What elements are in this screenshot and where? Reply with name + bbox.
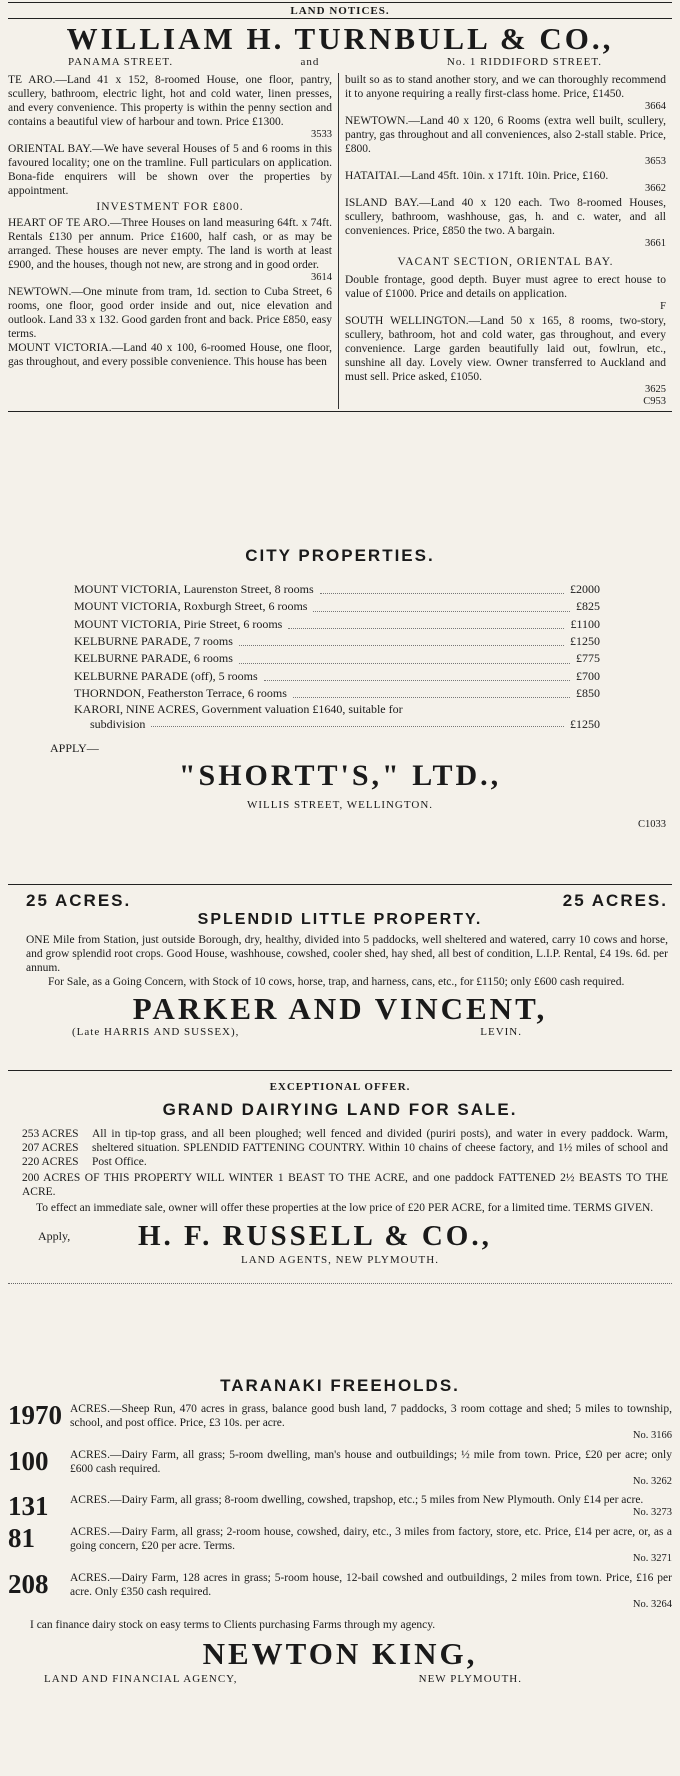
listing-oriental-bay: ORIENTAL BAY.—We have several Houses of 5 and 6 rooms in this favoured locality; one on the tramline. Full particulars on application. Bona-fide enquirers will be shown over the properties by appointment. bbox=[8, 143, 332, 198]
property-price: £775 bbox=[576, 651, 600, 666]
farm-description: ACRES.—Dairy Farm, all grass; 5-room dwelling, man's house and outbuildings; ½ mile from town. Price, £20 per acre; only £600 cash required. bbox=[70, 1448, 672, 1475]
address-right: No. 1 RIDDIFORD STREET. bbox=[446, 55, 602, 68]
leader-dots bbox=[288, 616, 564, 629]
karori-text: KARORI, NINE ACRES, Government valuation £1640, suitable for bbox=[74, 702, 403, 717]
turnbull-address bbox=[8, 56, 672, 69]
section-rule bbox=[8, 1070, 672, 1071]
farm-listing bbox=[8, 1493, 672, 1520]
karori-subdivision: subdivision bbox=[90, 716, 146, 731]
newspaper-page bbox=[8, 0, 672, 1776]
russell-advert bbox=[8, 1070, 672, 1284]
section-rule bbox=[8, 1283, 672, 1284]
parker-firm-name: PARKER AND VINCENT, bbox=[132, 991, 548, 1027]
agency-label: LAND AND FINANCIAL AGENCY, bbox=[44, 1672, 238, 1685]
farm-listing bbox=[8, 1399, 672, 1443]
farm-listing bbox=[8, 1525, 672, 1566]
property-name: KELBURNE PARADE, 7 rooms bbox=[74, 633, 233, 648]
turnbull-firm-name: WILLIAM H. TURNBULL & CO., bbox=[66, 21, 614, 57]
property-price: £825 bbox=[576, 599, 600, 614]
farm-ref: No. 3273 bbox=[632, 1507, 672, 1519]
listing-ref: 3661 bbox=[645, 237, 666, 249]
farm-ref: No. 3262 bbox=[632, 1475, 672, 1487]
farm-listing bbox=[8, 1571, 672, 1612]
address-and: and bbox=[300, 55, 320, 68]
farm-ref: No. 3166 bbox=[632, 1429, 672, 1441]
parker-body-2: For Sale, as a Going Concern, with Stock of 10 cows, horse, trap, and harness, cans, etc., for £1150; only £600 cash required. bbox=[48, 976, 625, 989]
russell-firm-row bbox=[8, 1221, 672, 1251]
leader-dots bbox=[313, 598, 570, 611]
farm-description: ACRES.—Sheep Run, 470 acres in grass, balance good bush land, 7 paddocks, 3 room cottage and shed; 5 miles to township, school, and post office. Price, £3 10s. per acre. bbox=[70, 1402, 672, 1429]
listing-mount-victoria: MOUNT VICTORIA.—Land 40 x 100, 6-roomed House, one floor, gas throughout, and every possible convenience. This house has been bbox=[8, 342, 332, 369]
listing-newtown-2: NEWTOWN.—Land 40 x 120, 6 Rooms (extra well built, scullery, pantry, gas throughout and all conveniences, also 2-stall stable. Price, £800. bbox=[345, 115, 666, 156]
parker-late: (Late HARRIS AND SUSSEX), bbox=[72, 1025, 240, 1038]
parker-body: ONE Mile from Station, just outside Borough, dry, healthy, divided into 5 paddocks, well sheltered and watered, carry 10 cows and horse, and grow splendid root crops. Good House, washhouse, cowshed, cooler shed, hay shed, all best of condition, L.I.P. Rental, £4 19s. 6d. per annum. bbox=[26, 934, 668, 975]
newton-king-firm-name: NEWTON KING, bbox=[202, 1636, 478, 1672]
grand-dairying-title: GRAND DAIRYING LAND FOR SALE. bbox=[162, 1100, 518, 1120]
leader-dots bbox=[239, 633, 564, 646]
shortts-address: WILLIS STREET, WELLINGTON. bbox=[246, 799, 434, 812]
property-price: £700 bbox=[576, 668, 600, 683]
russell-address: LAND AGENTS, NEW PLYMOUTH. bbox=[241, 1253, 439, 1266]
farm-acreage: 100 bbox=[8, 1445, 49, 1476]
newton-king-address bbox=[8, 1673, 672, 1686]
acreage-1: 253 ACRES bbox=[22, 1128, 79, 1141]
farm-acreage: 131 bbox=[8, 1491, 49, 1522]
investment-heading: INVESTMENT FOR £800. bbox=[96, 201, 244, 214]
leader-dots bbox=[264, 668, 570, 681]
top-rule bbox=[8, 2, 672, 3]
property-name: THORNDON, Featherston Terrace, 6 rooms bbox=[74, 686, 287, 701]
property-price: £1250 bbox=[570, 633, 600, 648]
listing-ref: 3614 bbox=[311, 272, 332, 284]
farm-description: ACRES.—Dairy Farm, 128 acres in grass; 5-room house, 12-bail cowshed and outbuildings, 2 miles from town. Price, £16 per acre. Only £350 cash required. bbox=[70, 1572, 672, 1599]
listing-continued: built so as to stand another story, and we can thoroughly recommend it to anyone requiring a really first-class home. Price, £1450. bbox=[345, 74, 666, 101]
sale-terms: To effect an immediate sale, owner will offer these properties at the low price of £20 PER ACRE, for a limited time. TERMS GIVEN. bbox=[36, 1202, 654, 1215]
acreage-description: All in tip-top grass, and all been ploughed; well fenced and divided (puriri posts), and water in every paddock. Warm, sheltered situation. SPLENDID FATTENING COUNTRY. Within 10 chains of cheese factory, and 1½ miles of school and Post Office. bbox=[92, 1128, 668, 1169]
farm-ref: No. 3264 bbox=[632, 1599, 672, 1611]
advert-code: C1033 bbox=[637, 818, 666, 830]
leader-dots bbox=[151, 717, 564, 727]
property-name: KELBURNE PARADE (off), 5 rooms bbox=[74, 668, 258, 683]
leader-dots bbox=[293, 685, 570, 698]
header-rule bbox=[8, 18, 672, 19]
property-row bbox=[8, 598, 672, 615]
turnbull-left-column bbox=[8, 73, 338, 409]
listing-ref: 3664 bbox=[645, 101, 666, 113]
listing-ref: 3653 bbox=[645, 156, 666, 168]
farm-acreage: 81 bbox=[8, 1523, 35, 1554]
city-properties-advert bbox=[8, 546, 672, 886]
property-row bbox=[8, 581, 672, 598]
farm-acreage: 1970 bbox=[8, 1399, 62, 1430]
parker-vincent-advert bbox=[8, 884, 672, 1039]
property-row bbox=[8, 685, 672, 702]
taranaki-freeholds-title: TARANAKI FREEHOLDS. bbox=[220, 1376, 460, 1395]
listing-heart-of-te-aro: HEART OF TE ARO.—Three Houses on land measuring 64ft. x 74ft. Rentals £130 per annum. Price £1600, half cash, or as may be arranged. These houses are never empty. The land is worth at least £900, and the houses, though not new, are strong and in good order. bbox=[8, 217, 332, 272]
exceptional-offer-label: EXCEPTIONAL OFFER. bbox=[269, 1081, 411, 1093]
land-notices-header: LAND NOTICES. bbox=[290, 5, 390, 17]
listing-ref: 3533 bbox=[311, 129, 332, 141]
winter-note: 200 ACRES OF THIS PROPERTY WILL WINTER 1 BEAST TO THE ACRE, and one paddock FATTENED 2½ BEASTS TO THE ACRE. bbox=[22, 1172, 668, 1199]
farm-acreage: 208 bbox=[8, 1569, 49, 1600]
listing-ref: 3662 bbox=[645, 183, 666, 195]
listing-newtown: NEWTOWN.—One minute from tram, 1d. section to Cuba Street, 6 rooms, one floor, good order inside and out, nice elevation and outlook. Land 33 x 132. Good garden front and back. Price £850, easy terms. bbox=[8, 286, 332, 341]
karori-price: £1250 bbox=[570, 716, 600, 731]
listing-ref: F bbox=[660, 300, 666, 312]
property-row bbox=[8, 650, 672, 667]
shortts-firm-name: "SHORTT'S," LTD., bbox=[178, 758, 502, 792]
leader-dots bbox=[239, 650, 570, 663]
acreage-list bbox=[22, 1127, 92, 1169]
newton-king-advert bbox=[8, 1376, 672, 1686]
turnbull-columns bbox=[8, 73, 672, 409]
acreage-2: 207 ACRES bbox=[22, 1142, 79, 1155]
apply-label: APPLY— bbox=[50, 741, 99, 756]
vacant-section-heading: VACANT SECTION, ORIENTAL BAY. bbox=[397, 255, 614, 268]
apply-label: Apply, bbox=[38, 1229, 71, 1244]
address-left: PANAMA STREET. bbox=[68, 55, 174, 68]
section-rule bbox=[8, 411, 672, 412]
parker-address bbox=[8, 1026, 672, 1039]
splendid-title: SPLENDID LITTLE PROPERTY. bbox=[197, 910, 483, 928]
property-row bbox=[8, 616, 672, 633]
leader-dots bbox=[320, 581, 564, 594]
acres-left: 25 ACRES. bbox=[26, 891, 132, 910]
property-row bbox=[8, 668, 672, 685]
property-name: KELBURNE PARADE, 6 rooms bbox=[74, 651, 233, 666]
acres-heading-row bbox=[8, 891, 672, 912]
property-name: MOUNT VICTORIA, Laurenston Street, 8 rooms bbox=[74, 581, 314, 596]
russell-firm-name: H. F. RUSSELL & CO., bbox=[138, 1220, 492, 1253]
listing-hataitai: HATAITAI.—Land 45ft. 10in. x 171ft. 10in. Price, £160. bbox=[345, 170, 609, 183]
farm-ref: No. 3271 bbox=[632, 1553, 672, 1565]
section-rule bbox=[8, 884, 672, 885]
farm-listing bbox=[8, 1445, 672, 1489]
agency-town: NEW PLYMOUTH. bbox=[418, 1672, 522, 1685]
listing-island-bay: ISLAND BAY.—Land 40 x 120 each. Two 8-roomed Houses, scullery, bathroom, washhouse, gas, h. and c. water, and all conveniences. Price, £850 the two. A bargain. bbox=[345, 196, 666, 237]
listing-ref: 3625 bbox=[645, 383, 666, 395]
turnbull-right-column bbox=[338, 73, 668, 409]
property-price: £850 bbox=[576, 686, 600, 701]
karori-row bbox=[8, 702, 672, 731]
farm-description: ACRES.—Dairy Farm, all grass; 8-room dwelling, cowshed, trapshop, etc.; 5 miles from New Plymouth. Only £14 per acre. bbox=[70, 1494, 644, 1507]
acreage-block bbox=[8, 1127, 672, 1169]
property-row bbox=[8, 633, 672, 650]
property-price: £2000 bbox=[570, 581, 600, 596]
acreage-3: 220 ACRES bbox=[22, 1156, 79, 1169]
property-price: £1100 bbox=[570, 616, 600, 631]
acres-right: 25 ACRES. bbox=[562, 891, 668, 910]
turnbull-advert bbox=[8, 0, 672, 522]
property-name: MOUNT VICTORIA, Pirie Street, 6 rooms bbox=[74, 616, 283, 631]
listing-south-wellington: SOUTH WELLINGTON.—Land 50 x 165, 8 rooms, two-story, scullery, bathroom, hot and cold water, gas throughout, and every convenience. Large garden beautifully laid out, fowlrun, etc., sunshine all day. Lovely view. Owner transferred to Auckland and must sell. Price asked, £1050. bbox=[345, 314, 666, 383]
listing-vacant-section: Double frontage, good depth. Buyer must agree to erect house to value of £1000. Price and details on application. bbox=[345, 273, 666, 300]
finance-note: I can finance dairy stock on easy terms to Clients purchasing Farms through my agency. bbox=[30, 1619, 436, 1632]
parker-town: LEVIN. bbox=[480, 1025, 522, 1038]
advert-code: C953 bbox=[643, 396, 666, 408]
property-name: MOUNT VICTORIA, Roxburgh Street, 6 rooms bbox=[74, 599, 308, 614]
listing-te-aro: TE ARO.—Land 41 x 152, 8-roomed House, one floor, pantry, scullery, bathroom, electric light, hot and cold water, linen presses, and every convenience. This property is within the penny section and contains a beautiful view of harbour and town. Price £1300. bbox=[8, 74, 332, 129]
farm-description: ACRES.—Dairy Farm, all grass; 2-room house, cowshed, dairy, etc., 3 miles from factory, store, etc. Price, £14 per acre, or, as a going concern, £20 per acre. Terms. bbox=[70, 1526, 672, 1553]
city-properties-title: CITY PROPERTIES. bbox=[245, 546, 435, 565]
